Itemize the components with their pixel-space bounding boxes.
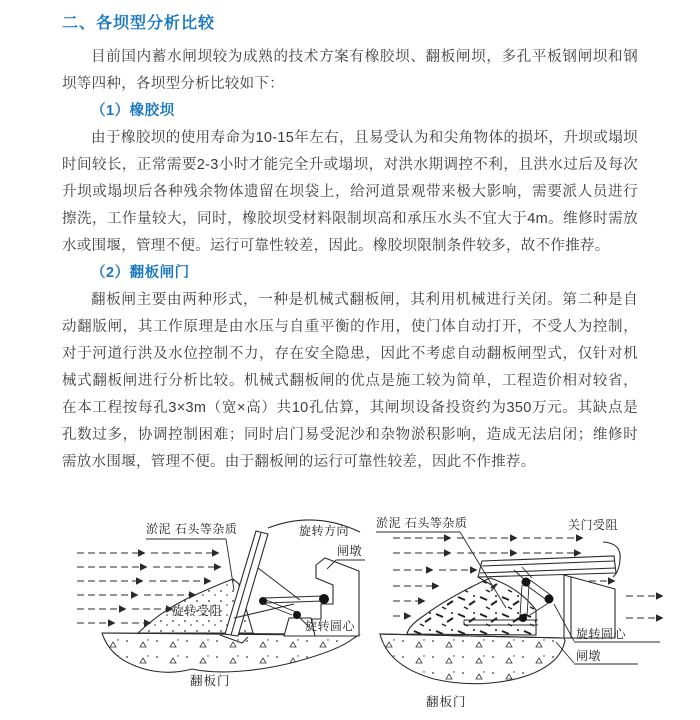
label-rotation-direction: 旋转方向 [299,524,350,538]
subsection-2-heading: （2）翻板闸门 [91,265,190,281]
figure-flap-gate-closed [62,508,368,720]
label-debris: 淤泥 石头等杂质 [376,516,468,530]
figure-caption: 翻板门 [190,674,231,688]
figure-caption: 翻板门 [426,695,467,709]
subsection-2-body: 翻板闸主要由两种形式，一种是机械式翻板闸，其利用机械进行关闭。第二种是自动翻版闸，其工作原理是由水压与自重平衡的作用，使门体自动打开，不受人为控制，对于河道行洪及水位控制不力，存在安全隐患，因此不考虑自动翻板闸型式，仅针对机械式翻板闸进行分析比较。机械式翻板闸的优点是施工较为简单，工程造价相对较省，在本工程按每孔3×3m（宽×高）共10孔估算，其闸坝设备投资约为350万元。其缺点是孔数过多，协调控制困难；同时启门易受泥沙和杂物淤积影响，造成无法启闭；维修时需放水围堰，管理不便。由于翻板闸的运行可靠性较差，因此不作推荐。 [62,292,638,470]
label-gate-pier: 闸墩 [337,544,363,558]
label-gate-pier: 闸墩 [576,649,602,663]
riverbed [380,634,565,684]
subsection-1-heading: （1）橡胶坝 [91,103,175,119]
label-rotation-blocked: 旋转受阻 [172,604,223,618]
intro-paragraph: 目前国内蓄水闸坝较为成熟的技术方案有橡胶坝、翻板闸坝，多孔平板钢闸坝和钢坝等四种，各坝型分析比较如下： [62,49,638,92]
subsection-1-body: 由于橡胶坝的使用寿命为10-15年左右，且易受认为和尖角物体的损坏，升坝或塌坝时间较长，正常需要2-3小时才能完全升或塌坝，对洪水期调控不利，且洪水过后及每次升坝或塌坝后各种残余物体遗留在坝袋上，给河道景观带来极大影响，需要派人员进行擦洗，工作量较大，同时，橡胶坝受材料限制坝高和承压水头不宜大于4m。维修时需放水或围堰，管理不便。运行可靠性较差，因此。橡胶坝限制条件较多，故不作推荐。 [62,130,638,254]
figure-flap-gate-open [368,508,674,720]
label-rotation-center: 旋转圆心 [305,619,356,633]
figures-row [62,508,674,720]
label-rotation-center: 旋转圆心 [576,627,627,641]
flap-gate-open-drawing [368,508,674,720]
label-debris: 淤泥 石头等杂质 [146,522,238,536]
section-title: 二、各坝型分析比较 [62,15,216,32]
pivot-linkage [259,594,329,619]
label-closing-blocked: 关门受阻 [568,518,619,532]
